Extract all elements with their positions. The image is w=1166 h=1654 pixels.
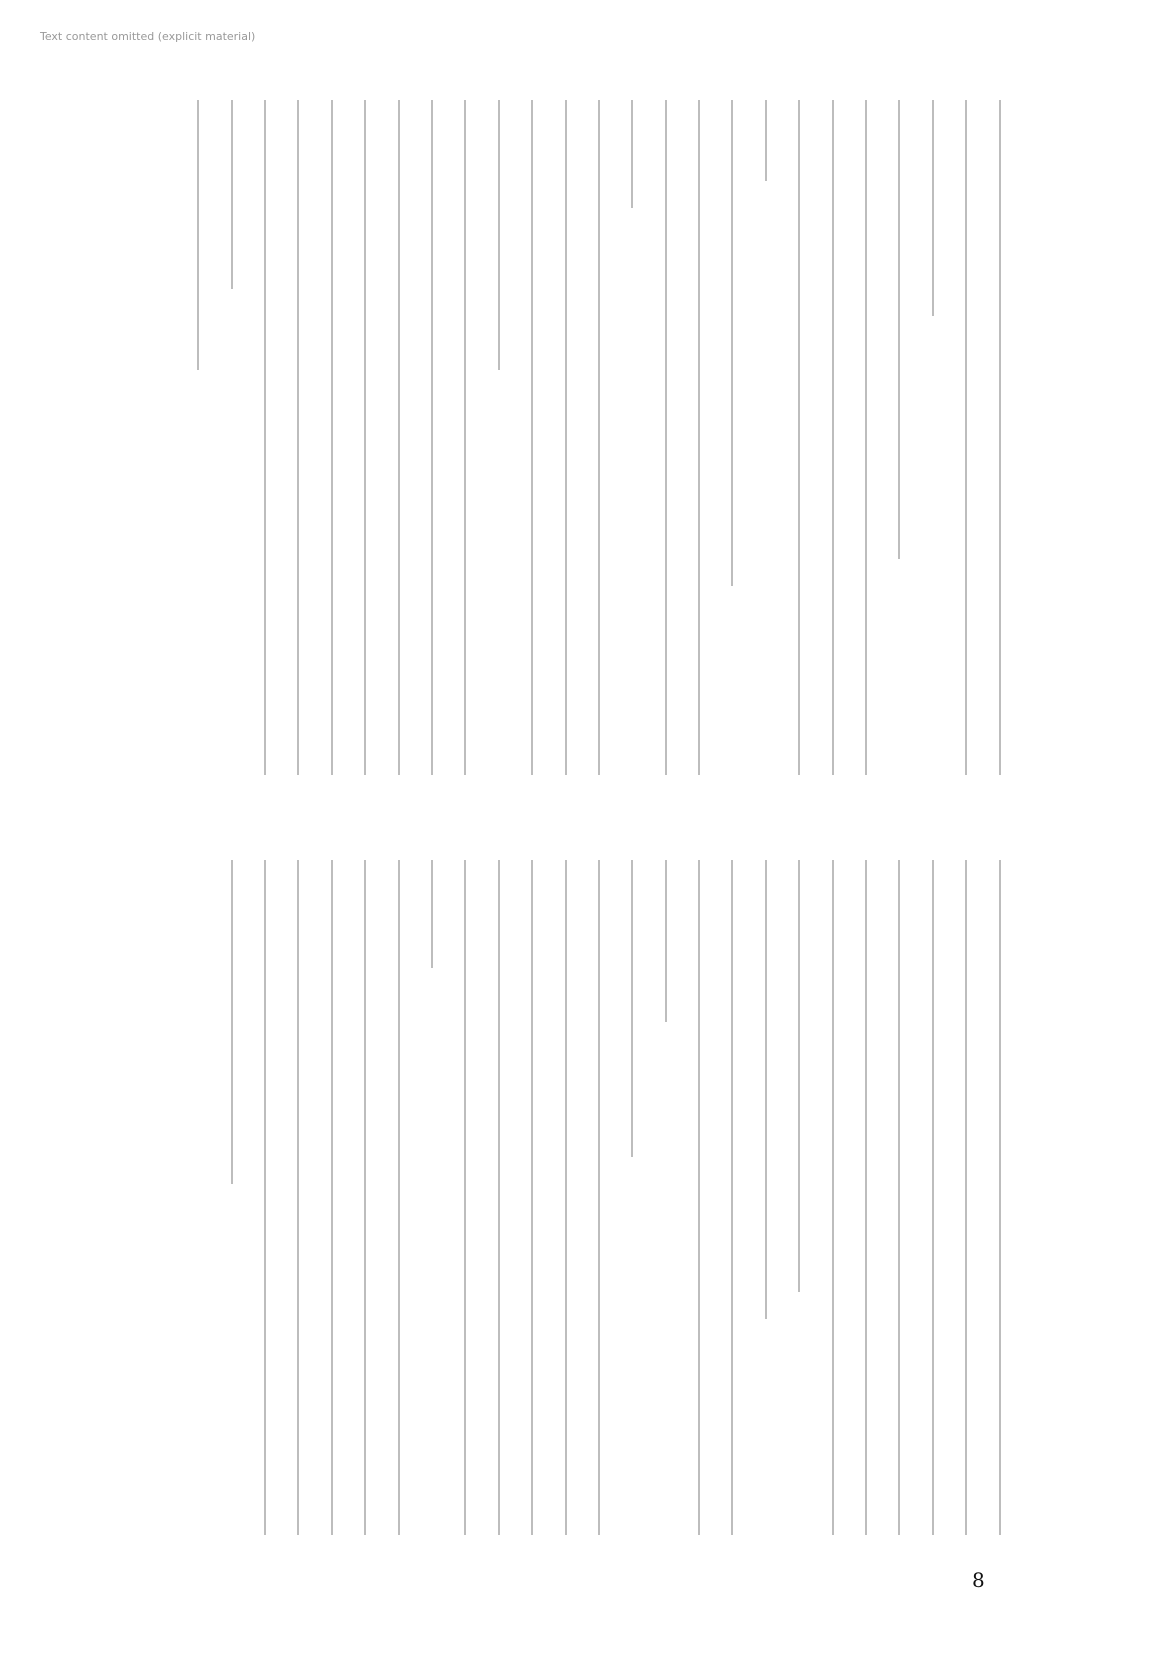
text-column bbox=[252, 100, 285, 800]
text-column bbox=[452, 860, 485, 1560]
text-column bbox=[419, 860, 452, 1560]
text-column bbox=[987, 100, 1020, 800]
text-column bbox=[285, 100, 318, 800]
text-column bbox=[987, 860, 1020, 1560]
text-column bbox=[719, 100, 752, 800]
text-column bbox=[920, 100, 953, 800]
text-column bbox=[452, 100, 485, 800]
text-column bbox=[886, 100, 919, 800]
text-column bbox=[786, 860, 819, 1560]
text-column bbox=[920, 860, 953, 1560]
text-column bbox=[653, 860, 686, 1560]
text-column bbox=[686, 860, 719, 1560]
text-column bbox=[185, 100, 218, 800]
text-column bbox=[519, 100, 552, 800]
text-column bbox=[719, 860, 752, 1560]
text-column bbox=[820, 100, 853, 800]
text-column bbox=[686, 100, 719, 800]
text-block-bottom bbox=[185, 860, 1020, 1560]
text-column bbox=[386, 100, 419, 800]
text-column bbox=[319, 100, 352, 800]
text-column bbox=[219, 100, 252, 800]
text-column bbox=[586, 100, 619, 800]
text-column bbox=[519, 860, 552, 1560]
text-column bbox=[319, 860, 352, 1560]
text-column bbox=[285, 860, 318, 1560]
text-column bbox=[586, 860, 619, 1560]
text-column bbox=[386, 860, 419, 1560]
text-column bbox=[786, 100, 819, 800]
text-column bbox=[553, 100, 586, 800]
text-column bbox=[953, 860, 986, 1560]
text-column bbox=[352, 100, 385, 800]
text-column bbox=[486, 860, 519, 1560]
text-column bbox=[753, 860, 786, 1560]
text-column bbox=[252, 860, 285, 1560]
text-column bbox=[953, 100, 986, 800]
text-column bbox=[853, 860, 886, 1560]
text-column bbox=[185, 860, 218, 1560]
text-column bbox=[886, 860, 919, 1560]
text-block-top bbox=[185, 100, 1020, 800]
text-column bbox=[419, 100, 452, 800]
text-column bbox=[853, 100, 886, 800]
text-column bbox=[753, 100, 786, 800]
text-column bbox=[820, 860, 853, 1560]
text-column bbox=[352, 860, 385, 1560]
text-column bbox=[486, 100, 519, 800]
text-column bbox=[553, 860, 586, 1560]
text-column bbox=[619, 860, 652, 1560]
text-column bbox=[619, 100, 652, 800]
content-notice: Text content omitted (explicit material) bbox=[40, 30, 256, 43]
text-column bbox=[219, 860, 252, 1560]
page-number: 8 bbox=[972, 1568, 985, 1592]
text-column bbox=[653, 100, 686, 800]
